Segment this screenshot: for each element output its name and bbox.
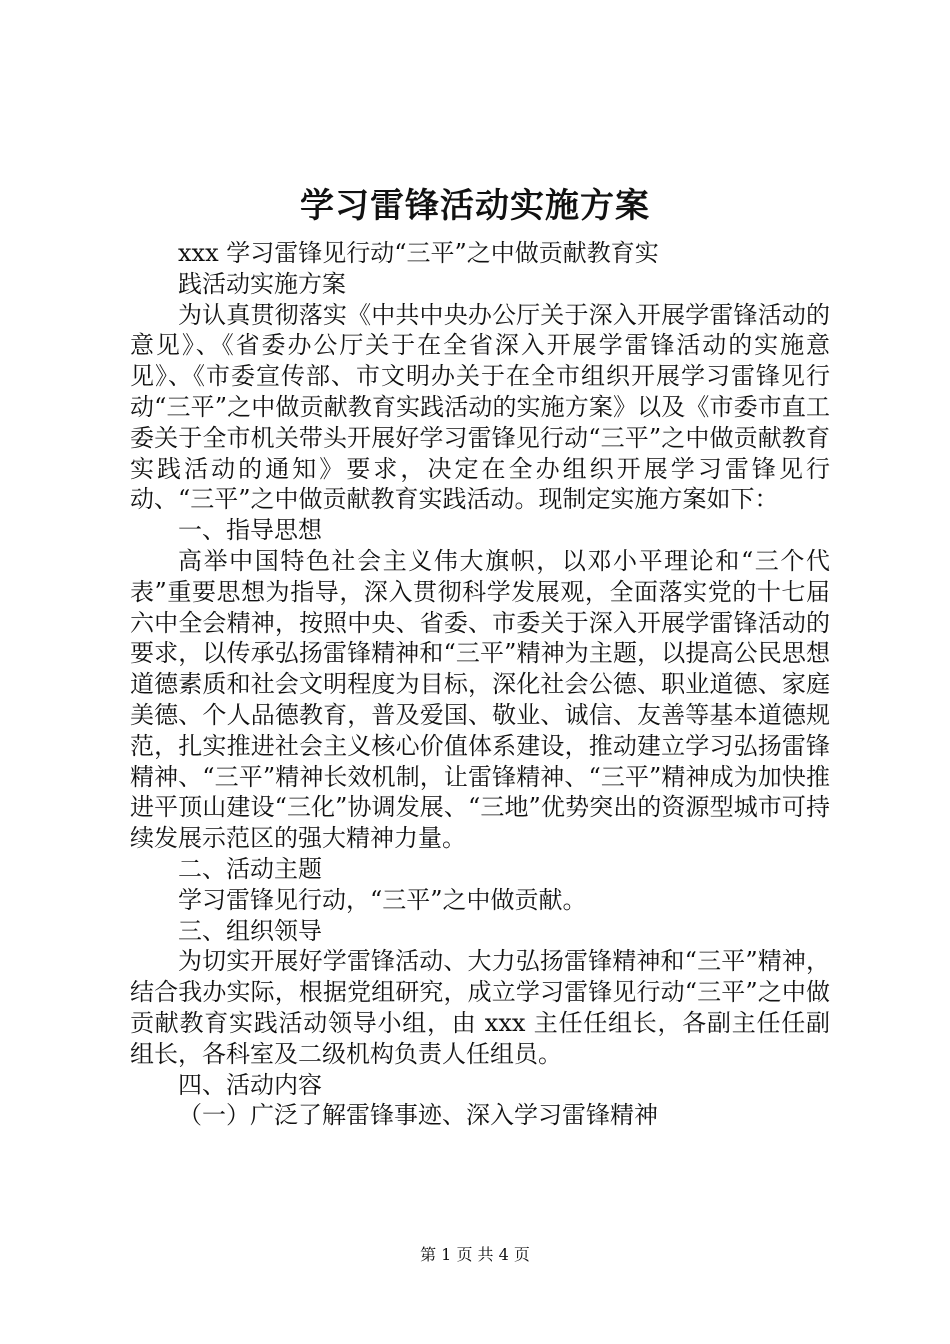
guiding-ideology-paragraph: 高举中国特色社会主义伟大旗帜，以邓小平理论和“三个代表”重要思想为指导，深入贯彻科学发展观，全面落实党的十七届六中全会精神，按照中央、省委、市委关于深入开展学雷锋活动的要求，以传承弘扬雷锋精神和“三平”精神为主题，以提高公民思想道德素质和社会文明程度为目标，深化社会公德、职业道德、家庭美德、个人品德教育，普及爱国、敬业、诚信、友善等基本道德规范，扎实推进社会主义核心价值体系建设，推动建立学习弘扬雷锋精神、“三平”精神长效机制，让雷锋精神、“三平”精神成为加快推进平顶山建设“三化”协调发展、“三地”优势突出的资源型城市可持续发展示范区的强大精神力量。 [130,546,830,853]
section-heading-activity-content: 四、活动内容 [178,1070,322,1099]
document-body [130,238,830,1131]
subsection-heading-1: （一）广泛了解雷锋事迹、深入学习雷锋精神 [178,1101,658,1130]
subtitle-line-2: 践活动实施方案 [178,269,346,298]
organization-paragraph: 为切实开展好学雷锋活动、大力弘扬雷锋精神和“三平”精神，结合我办实际，根据党组研究，成立学习雷锋见行动“三平”之中做贡献教育实践活动领导小组，由 xxx 主任任组长，各副主任任副组长，各科室及二级机构负责人任组员。 [130,947,830,1068]
document-title: 学习雷锋活动实施方案 [300,186,650,226]
section-heading-activity-theme: 二、活动主题 [178,854,322,883]
intro-paragraph: 为认真贯彻落实《中共中央办公厅关于深入开展学雷锋活动的意见》、《省委办公厅关于在全省深入开展学雷锋活动的实施意见》、《市委宣传部、市文明办关于在全市组织开展学习雷锋见行动“三平”之中做贡献教育实践活动的实施方案》以及《市委市直工委关于全市机关带头开展好学习雷锋见行动“三平”之中做贡献教育实践活动的通知》要求，决定在全办组织开展学习雷锋见行动、“三平”之中做贡献教育实践活动。现制定实施方案如下： [130,300,830,514]
section-heading-organization: 三、组织领导 [178,916,322,945]
section-heading-guiding-ideology: 一、指导思想 [178,516,322,545]
subtitle-line-1: xxx 学习雷锋见行动“三平”之中做贡献教育实 [178,239,659,267]
page-footer: 第 1 页 共 4 页 [420,1245,530,1264]
activity-theme-paragraph: 学习雷锋见行动，“三平”之中做贡献。 [178,885,587,914]
